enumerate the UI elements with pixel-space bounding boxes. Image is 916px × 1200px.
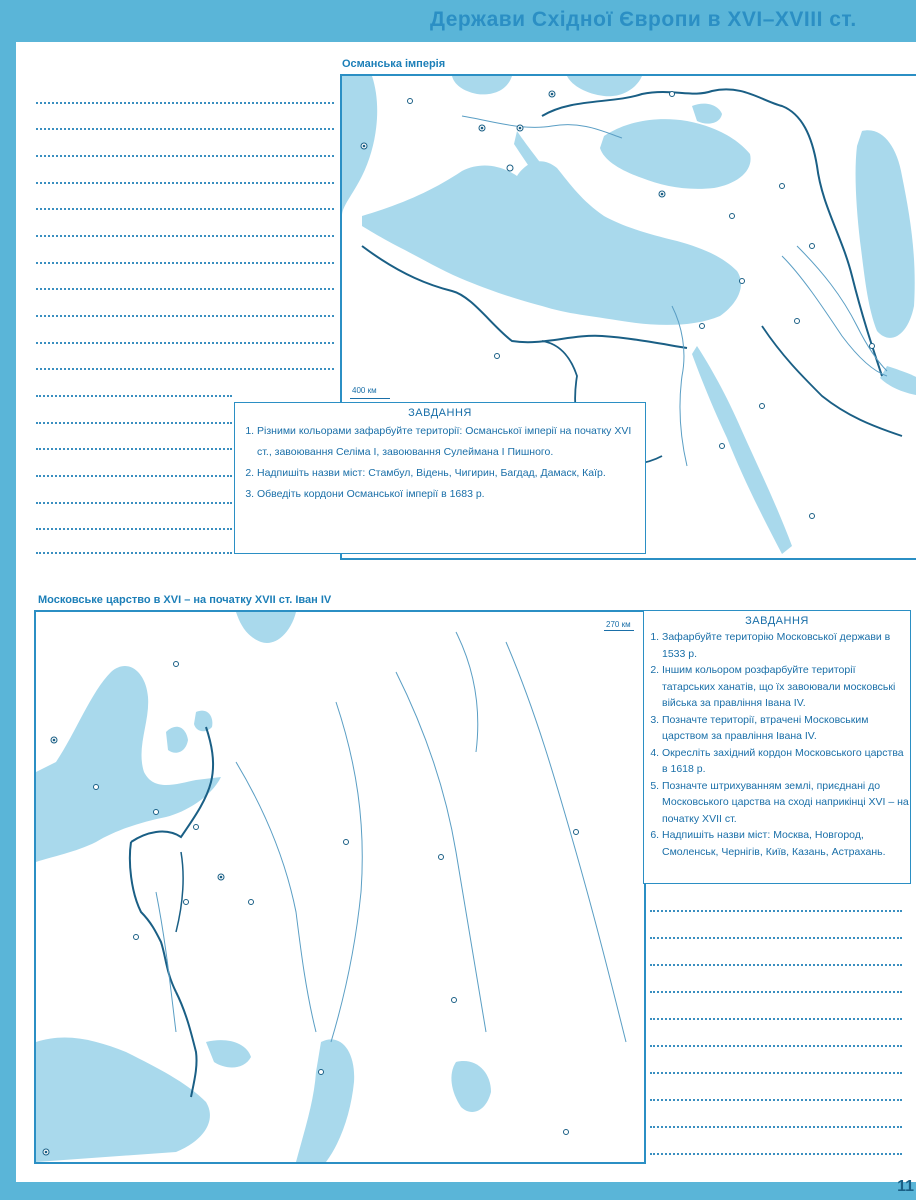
baltic-sea-shape [567, 76, 642, 96]
answer-line[interactable] [36, 235, 334, 237]
city-marker[interactable] [94, 785, 99, 790]
task-item: 6. Надпишіть назви міст: Москва, Новгород, Смоленськ, Чернігів, Київ, Казань, Астрахань. [662, 827, 910, 860]
answer-line[interactable] [36, 128, 334, 130]
answer-line[interactable] [650, 1045, 902, 1047]
capital-dot [45, 1151, 48, 1154]
capital-dot [220, 876, 223, 879]
muscovy-map [34, 610, 646, 1164]
azov-sea-shape [206, 1040, 251, 1067]
task-item: 3. Обведіть кордони Османської імперії в 1683 р. [257, 484, 645, 505]
answer-line[interactable] [36, 552, 232, 554]
answer-line[interactable] [36, 502, 232, 504]
answer-line[interactable] [36, 288, 334, 290]
ural-river [396, 672, 486, 1032]
city-marker[interactable] [740, 279, 745, 284]
muscovy-scale-label: 270 км [606, 620, 631, 629]
city-marker[interactable] [730, 214, 735, 219]
volga-river [331, 702, 362, 1042]
muscovy-map-title: Московське царство в XVI – на початку XVII ст. Іван IV [38, 594, 332, 606]
answer-line[interactable] [650, 1099, 902, 1101]
city-marker[interactable] [495, 354, 500, 359]
ob-river [506, 642, 626, 1042]
city-marker[interactable] [319, 1070, 324, 1075]
answer-line[interactable] [650, 1153, 902, 1155]
city-marker[interactable] [795, 319, 800, 324]
muscovy-task-list [644, 629, 910, 860]
answer-line[interactable] [36, 182, 334, 184]
answer-line[interactable] [650, 1018, 902, 1020]
city-marker[interactable] [870, 344, 875, 349]
capital-dot [519, 127, 522, 130]
answer-line[interactable] [650, 910, 902, 912]
north-sea-shape [452, 76, 512, 94]
pechora-river [456, 632, 478, 752]
city-marker[interactable] [810, 244, 815, 249]
task-item: 5. Позначте штрихуванням землі, приєднані до Московського царства на сході наприкінці XVI – на початку XVII ст. [662, 778, 910, 828]
caspian-sea-shape [856, 130, 915, 338]
answer-line[interactable] [650, 1126, 902, 1128]
black-sea-shape [36, 1037, 210, 1162]
task-item: 2. Надпишіть назви міст: Стамбул, Відень, Чигирин, Багдад, Дамаск, Каїр. [257, 463, 645, 484]
answer-line[interactable] [36, 395, 232, 397]
answer-line[interactable] [36, 528, 232, 530]
arabia-border [762, 326, 902, 436]
city-marker[interactable] [249, 900, 254, 905]
muscovy-task-box [643, 610, 911, 884]
capital-dot [363, 145, 366, 148]
city-marker[interactable] [344, 840, 349, 845]
city-marker[interactable] [134, 935, 139, 940]
ottoman-task-list [235, 421, 645, 505]
ottoman-scale-bar [350, 398, 390, 399]
city-marker[interactable] [810, 514, 815, 519]
city-marker[interactable] [184, 900, 189, 905]
ottoman-task-title: ЗАВДАННЯ [408, 407, 472, 419]
danube-river [462, 116, 622, 138]
answer-line[interactable] [36, 208, 334, 210]
ottoman-task-box [234, 402, 646, 554]
capital-dot [53, 739, 56, 742]
caspian-sea-shape [296, 1039, 354, 1162]
city-marker[interactable] [574, 830, 579, 835]
city-marker[interactable] [452, 998, 457, 1003]
muscovy-task-title: ЗАВДАННЯ [745, 615, 809, 627]
answer-line[interactable] [36, 155, 334, 157]
white-sea-shape [236, 612, 296, 643]
city-marker[interactable] [194, 825, 199, 830]
ottoman-scale-label: 400 км [352, 386, 377, 395]
red-sea-shape [692, 346, 792, 554]
ottoman-map-title: Османська імперія [342, 58, 446, 70]
answer-line[interactable] [36, 368, 334, 370]
city-marker[interactable] [700, 324, 705, 329]
city-marker[interactable] [720, 444, 725, 449]
answer-line[interactable] [36, 102, 334, 104]
persian-gulf-shape [880, 366, 916, 396]
muscovy-border-west [130, 842, 176, 992]
muscovy-map-svg [36, 612, 644, 1162]
answer-line[interactable] [650, 964, 902, 966]
city-marker[interactable] [564, 1130, 569, 1135]
answer-line[interactable] [36, 448, 232, 450]
black-sea-shape [600, 119, 751, 189]
city-marker[interactable] [408, 99, 413, 104]
task-item: 4. Окресліть західний кордон Московського царства в 1618 р. [662, 745, 910, 778]
answer-line[interactable] [650, 937, 902, 939]
answer-line[interactable] [36, 475, 232, 477]
nile-river [672, 306, 687, 466]
task-item: 2. Іншим кольором розфарбуйте території татарських ханатів, що їх завоювали московські війська за правління Івана IV. [662, 662, 910, 712]
internal-border [176, 852, 183, 932]
atlantic-ocean-shape [342, 76, 377, 216]
answer-line[interactable] [36, 422, 232, 424]
answer-line[interactable] [650, 991, 902, 993]
capital-dot [551, 93, 554, 96]
city-marker[interactable] [780, 184, 785, 189]
city-marker[interactable] [507, 165, 513, 171]
task-item: 3. Позначте території, втрачені Московським царством за правління Івана IV. [662, 712, 910, 745]
aral-sea-shape [451, 1061, 491, 1112]
city-marker[interactable] [670, 92, 675, 97]
answer-line[interactable] [36, 262, 334, 264]
don-river [236, 762, 316, 1032]
lake-onega-shape [194, 711, 212, 732]
task-item: 1. Різними кольорами зафарбуйте території: Османської імперії на початку XVI ст., завоювання Селіма І, завоювання Сулеймана І Пишного. [257, 421, 645, 463]
baltic-sea-shape [36, 666, 221, 862]
city-marker[interactable] [154, 810, 159, 815]
answer-line[interactable] [36, 315, 334, 317]
muscovy-scale-bar [604, 630, 634, 631]
page-title: Держави Східної Європи в XVI–XVIII ст. [430, 8, 857, 31]
answer-line[interactable] [36, 342, 334, 344]
city-marker[interactable] [174, 662, 179, 667]
capital-dot [481, 127, 484, 130]
answer-line[interactable] [650, 1072, 902, 1074]
capital-dot [661, 193, 664, 196]
lake-ladoga-shape [166, 727, 188, 753]
task-item: 1. Зафарбуйте територію Московської держави в 1533 р. [662, 629, 910, 662]
city-marker[interactable] [439, 855, 444, 860]
city-marker[interactable] [760, 404, 765, 409]
azov-sea-shape [692, 104, 722, 124]
page-number: 11 [897, 1178, 914, 1195]
